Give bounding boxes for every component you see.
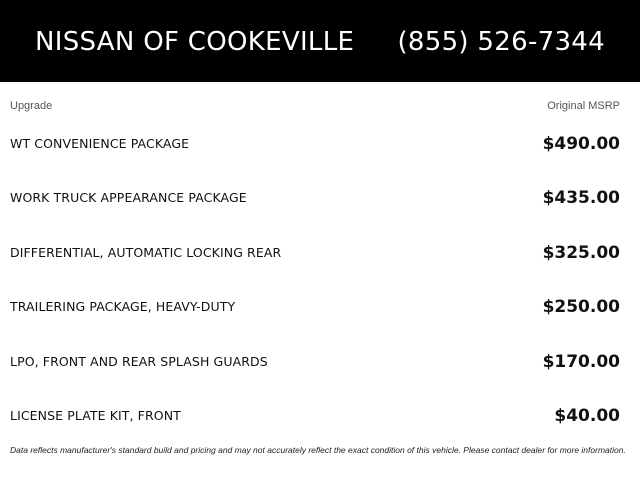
dealer-header [0, 0, 640, 82]
upgrade-price: $490.00 [542, 134, 620, 154]
upgrade-name: DIFFERENTIAL, AUTOMATIC LOCKING REAR [10, 244, 282, 260]
upgrade-row [0, 390, 640, 444]
upgrade-name: WORK TRUCK APPEARANCE PACKAGE [10, 190, 247, 206]
upgrade-list [0, 118, 640, 444]
upgrade-price: $40.00 [554, 405, 620, 426]
upgrade-price: $435.00 [542, 188, 620, 209]
disclaimer-footnote: Data reflects manufacturer's standard build and pricing and may not accurately reflect the exact condition of this vehicle. Please contact dealer for more information. [10, 445, 626, 455]
upgrade-row [0, 172, 640, 226]
upgrade-name: WT CONVENIENCE PACKAGE [10, 136, 190, 151]
upgrade-row [0, 336, 640, 390]
upgrade-row [0, 118, 640, 172]
dealer-name: NISSAN OF COOKEVILLE [35, 27, 355, 57]
upgrade-name: LICENSE PLATE KIT, FRONT [10, 407, 181, 423]
upgrade-name: TRAILERING PACKAGE, HEAVY-DUTY [10, 299, 236, 315]
column-header-msrp: Original MSRP [547, 100, 620, 112]
column-header-upgrade: Upgrade [10, 100, 53, 112]
upgrade-price: $170.00 [542, 351, 620, 372]
upgrade-name: LPO, FRONT AND REAR SPLASH GUARDS [10, 353, 268, 369]
dealer-phone[interactable]: (855) 526-7344 [397, 27, 605, 57]
upgrade-price: $250.00 [542, 297, 620, 318]
upgrade-price: $325.00 [542, 242, 620, 263]
upgrade-row [0, 281, 640, 335]
upgrade-row [0, 227, 640, 281]
